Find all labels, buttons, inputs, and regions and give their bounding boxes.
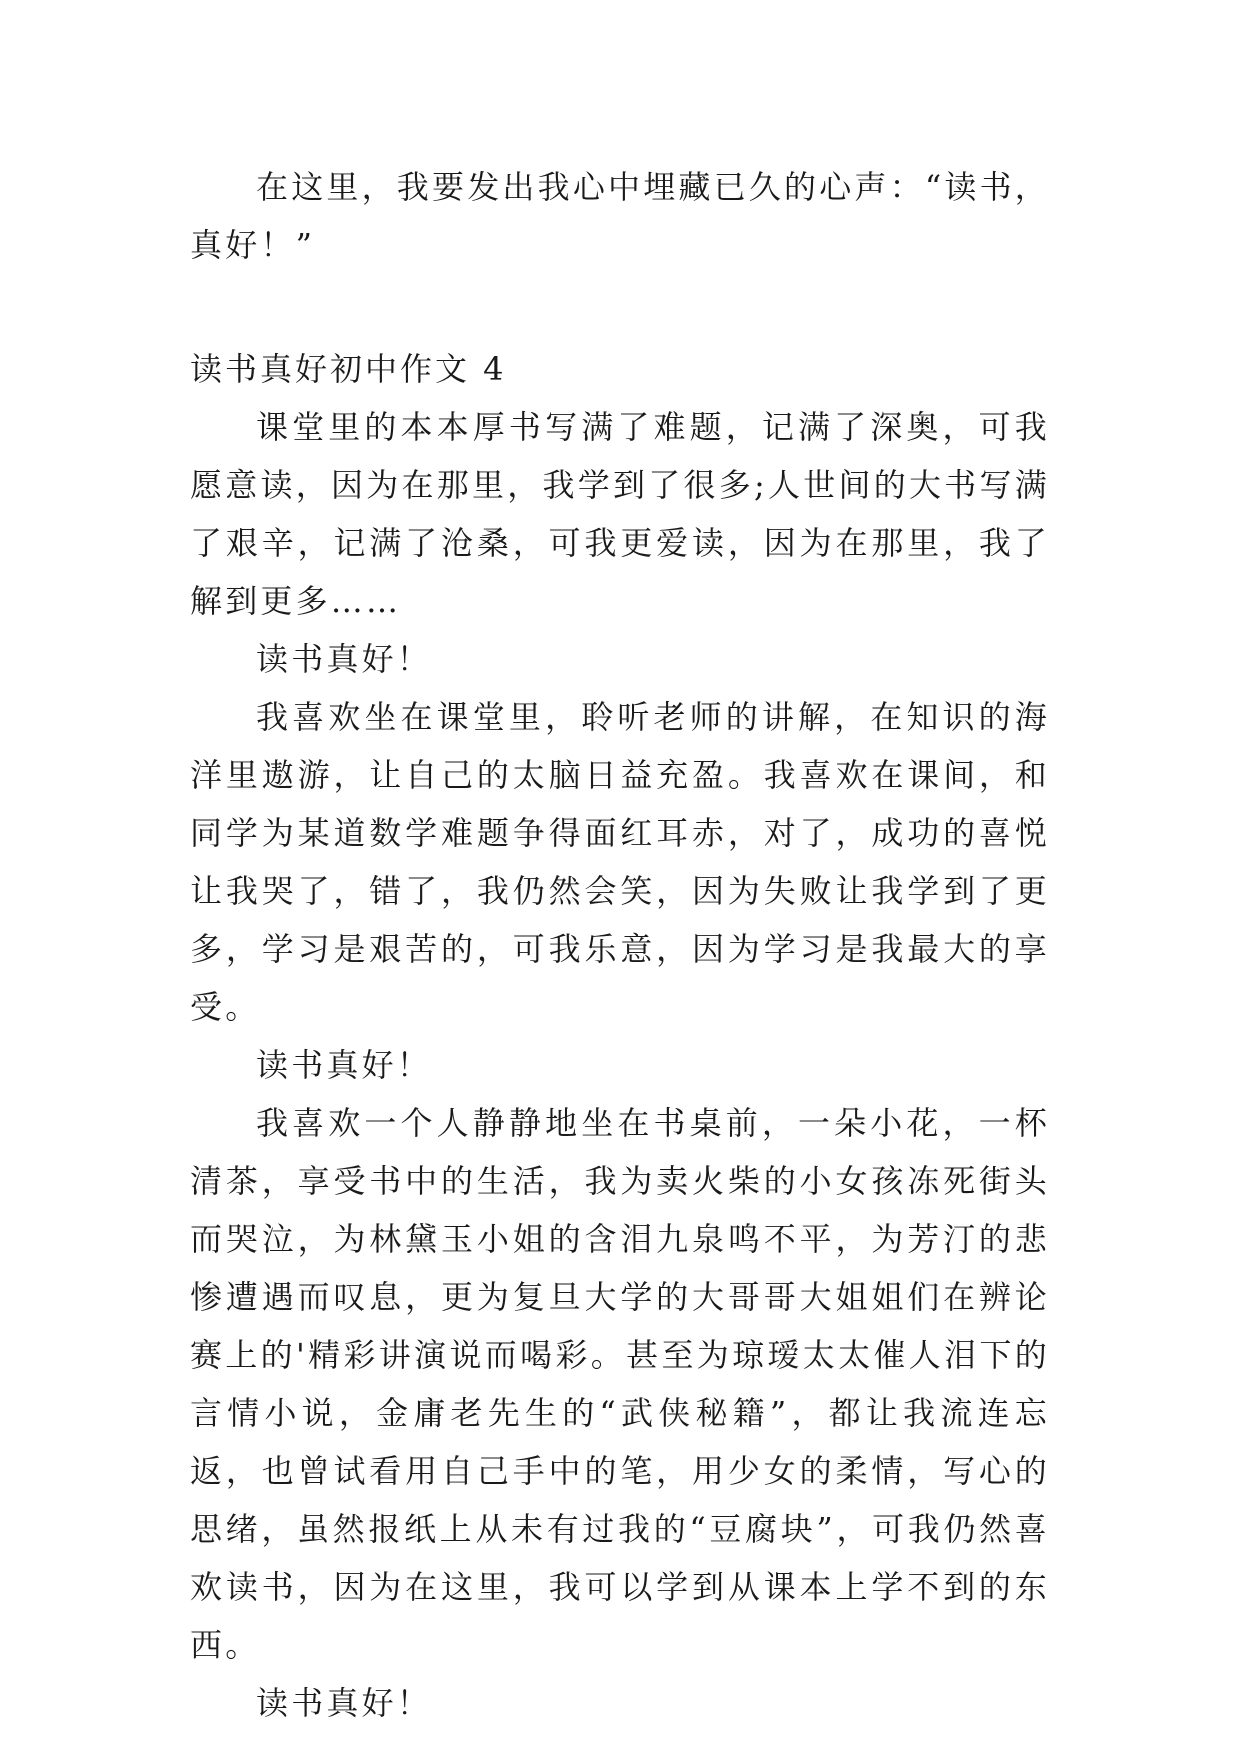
section-spacer <box>190 274 1050 340</box>
body-paragraph: 读书真好！ <box>256 640 433 678</box>
body-paragraph: 我喜欢一个人静静地坐在书桌前，一朵小花，一杯清茶，享受书中的生活，我为卖火柴的小女孩冻死街头而哭泣，为林黛玉小姐的含泪九泉鸣不平，为芳汀的悲惨遭遇而叹息，更为复旦大学的大哥哥大姐姐们在辨论赛上的'精彩讲演说而喝彩。甚至为琼瑷太太催人泪下的言情小说，金庸老先生的“武侠秘籍”，都让我流连忘返，也曾试看用自己手中的笔，用少女的柔情，写心的思绪，虽然报纸上从未有过我的“豆腐块”，可我仍然喜欢读书，因为在这里，我可以学到从课本上学不到的东西。 <box>190 1104 1050 1664</box>
body-paragraph: 读书真好！ <box>256 1046 433 1084</box>
body-paragraph: 读书真好！ <box>256 1684 433 1722</box>
document-body <box>190 158 1050 1732</box>
body-paragraph: 我喜欢坐在课堂里，聆听老师的讲解，在知识的海洋里遨游，让自己的太脑日益充盈。我喜欢在课间，和同学为某道数学难题争得面红耳赤，对了，成功的喜悦让我哭了，错了，我仍然会笑，因为失败让我学到了更多，学习是艰苦的，可我乐意，因为学习是我最大的享受。 <box>190 698 1050 1026</box>
body-paragraph: 课堂里的本本厚书写满了难题，记满了深奥，可我愿意读，因为在那里，我学到了很多;人世间的大书写满了艰辛，记满了沧桑，可我更爱读，因为在那里，我了解到更多…… <box>190 408 1050 620</box>
section-title: 读书真好初中作文 4 <box>190 350 507 388</box>
intro-paragraph: 在这里，我要发出我心中埋藏已久的心声：“读书，真好！” <box>190 168 1050 264</box>
